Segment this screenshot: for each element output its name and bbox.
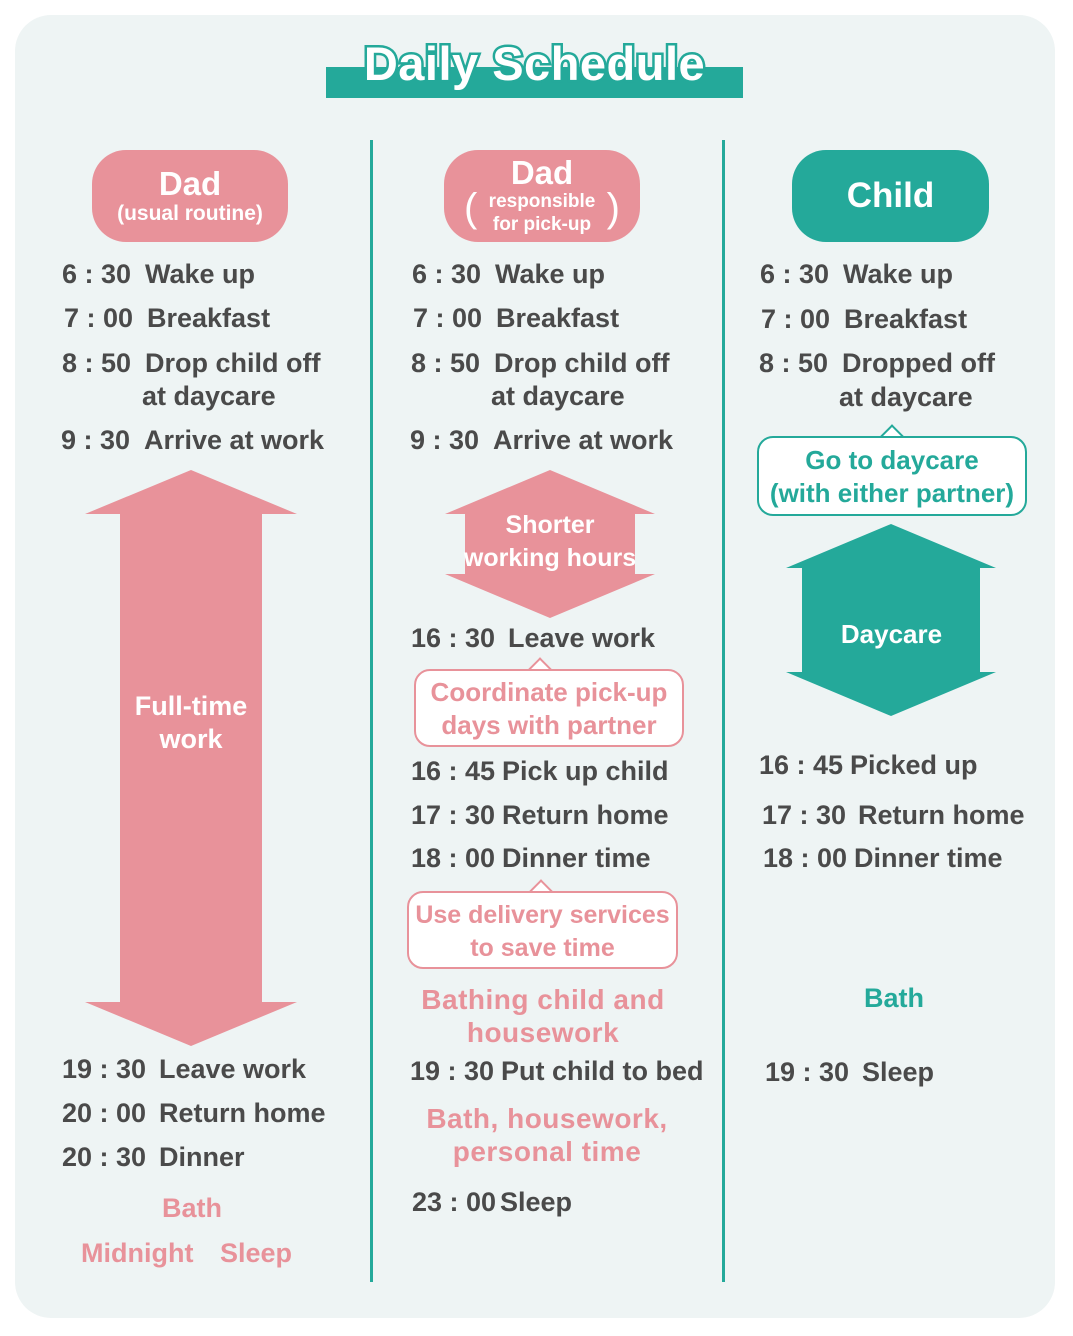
col2-row-dinner-label: Dinner time [502,843,651,873]
coordinate-pickup-line2: days with partner [441,710,657,740]
bathing-housework-activity [390,983,696,1049]
col3-row-breakfast-label: Breakfast [844,304,968,334]
full-time-work-label-line2: work [159,724,223,754]
col2-row-leave-time: 16 : 30 [411,623,496,653]
col2-row-wake-time: 6 : 30 [412,259,482,289]
col1-row-return-time: 20 : 00 [62,1098,147,1128]
col1-row-dropoff-time: 8 : 50 [62,348,132,378]
col2-row-breakfast-label: Breakfast [496,303,620,333]
paren-close: ) [606,186,620,230]
col2-row-return-time: 17 : 30 [411,800,496,830]
delivery-services-line1: Use delivery services [415,901,670,929]
dad-pickup-header-sub1: responsible [488,191,596,212]
col3-row-pickedup-time: 16 : 45 [759,750,844,780]
col1-sleep: Sleep [220,1238,293,1268]
col1-midnight: Midnight [81,1238,194,1268]
delivery-services-line2: to save time [470,934,615,962]
col3-row-dropoff-time: 8 : 50 [759,348,829,378]
coordinate-pickup-bubble [414,669,684,747]
daycare-label: Daycare [840,619,943,649]
col3-row-sleep-time: 19 : 30 [765,1057,850,1087]
col2-row-wake-label: Wake up [495,259,606,289]
col1-row-arrive-label: Arrive at work [144,425,325,455]
col1-row-dinner-time: 20 : 30 [62,1142,147,1172]
col3-row-dinner-time: 18 : 00 [763,843,848,873]
col1-row-return-label: Return home [159,1098,326,1128]
col1-row-breakfast-label: Breakfast [147,303,271,333]
col1-row-leave-time: 19 : 30 [62,1054,147,1084]
full-time-work-label [104,690,278,756]
col1-row-dropoff-label2: at daycare [142,381,276,411]
col3-row-dropoff-label: Dropped off [842,348,995,378]
go-to-daycare-line1: Go to daycare [805,445,979,475]
col2-row-arrive-label: Arrive at work [493,425,674,455]
bath-personal-line1: Bath, housework, [426,1103,668,1134]
dad-usual-header-title: Dad [158,165,222,202]
child-header [792,150,989,242]
paren-open: ( [464,186,478,230]
col3-row-return-time: 17 : 30 [762,800,847,830]
col1-bath: Bath [162,1193,222,1223]
col3-row-dropoff-label2: at daycare [839,382,973,412]
col2-row-dropoff-label2: at daycare [491,381,625,411]
col2-row-dropoff-time: 8 : 50 [411,348,481,378]
col2-row-dropoff-label: Drop child off [494,348,670,378]
col2-row-pickup-time: 16 : 45 [411,756,496,786]
col2-row-sleep-time: 23 : 00 [412,1187,497,1217]
dad-usual-header-subtitle: (usual routine) [117,202,263,225]
col3-row-dinner-label: Dinner time [854,843,1003,873]
col1-row-breakfast-time: 7 : 00 [64,303,134,333]
delivery-services-bubble [407,891,678,969]
col2-row-leave-label: Leave work [508,623,656,653]
dad-pickup-header-sub2: for pick-up [492,214,592,235]
col2-row-pickup-label: Pick up child [502,756,669,786]
col3-row-wake-time: 6 : 30 [760,259,830,289]
dad-pickup-header-title: Dad [510,154,574,191]
dad-usual-header [92,150,288,242]
coordinate-pickup-line1: Coordinate pick-up [430,677,668,707]
col3-bath: Bath [864,983,924,1013]
col3-row-return-label: Return home [858,800,1025,830]
col3-row-breakfast-time: 7 : 00 [761,304,831,334]
bathing-housework-line2: housework [466,1017,620,1048]
col1-row-arrive-time: 9 : 30 [61,425,131,455]
column-divider-1 [370,140,373,1282]
column-divider-2 [722,140,725,1282]
col1-row-dropoff-label: Drop child off [145,348,321,378]
col3-row-wake-label: Wake up [843,259,954,289]
shorter-hours-label-line1: Shorter [505,511,595,539]
time: 6 : 30 [62,259,132,289]
col2-row-dinner-time: 18 : 00 [411,843,496,873]
bathing-housework-line1: Bathing child and [421,984,665,1015]
go-to-daycare-line2: (with either partner) [769,478,1015,508]
col1-row-wake-label: Wake up [145,259,256,289]
page-title: Daily Schedule [363,37,706,90]
col2-row-sleep-label: Sleep [500,1187,573,1217]
full-time-work-label-line1: Full-time [134,691,248,721]
col2-row-breakfast-time: 7 : 00 [413,303,483,333]
bath-personal-activity [394,1102,700,1168]
col3-row-sleep-label: Sleep [862,1057,935,1087]
col2-row-arrive-time: 9 : 30 [410,425,480,455]
child-header-title: Child [846,176,935,215]
go-to-daycare-bubble [757,436,1027,516]
col3-row-pickedup-label: Picked up [850,750,978,780]
col1-row-leave-label: Leave work [159,1054,307,1084]
col2-row-bed-time: 19 : 30 [410,1056,495,1086]
col2-row-return-label: Return home [502,800,669,830]
full-time-work-arrow [84,470,298,1046]
dad-pickup-header [444,150,640,242]
col1-row-dinner-label: Dinner [159,1142,245,1172]
col1-row-wake [62,258,131,291]
shorter-hours-label-line2: working hours [463,544,637,572]
shorter-hours-label [444,509,656,575]
col2-row-bed-label: Put child to bed [501,1056,704,1086]
bath-personal-line2: personal time [452,1136,642,1167]
